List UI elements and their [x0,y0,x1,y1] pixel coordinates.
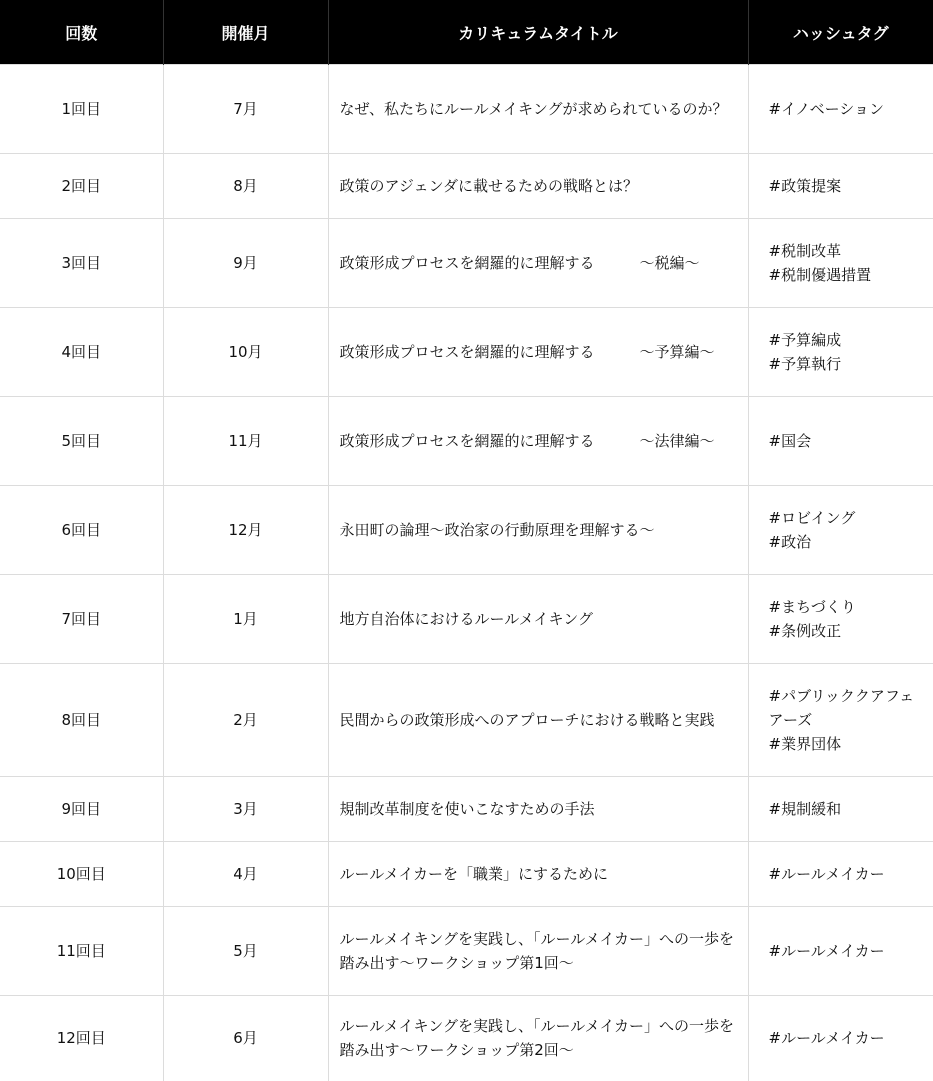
header-tags: ハッシュタグ [748,0,933,65]
hashtag: #税制優遇措置 [768,266,872,284]
session-count: 10回目 [0,842,163,907]
curriculum-title: ルールメイカーを「職業」にするために [328,842,748,907]
hashtag-cell [748,397,933,486]
curriculum-title: 政策形成プロセスを網羅的に理解する 〜法律編〜 [328,397,748,486]
curriculum-title: 地方自治体におけるルールメイキング [328,575,748,664]
session-month: 8月 [163,154,328,219]
hashtag: #ルールメイカー [768,1029,885,1048]
hashtag: #予算編成 [768,331,842,349]
curriculum-title: 規制改革制度を使いこなすための手法 [328,777,748,842]
session-count: 7回目 [0,575,163,664]
session-month: 11月 [163,397,328,486]
hashtag: #税制改革 [768,242,842,260]
hashtag-cell [748,664,933,777]
session-month: 2月 [163,664,328,777]
curriculum-title: 民間からの政策形成へのアプローチにおける戦略と実践 [328,664,748,777]
header-row [0,0,933,65]
curriculum-title: ルールメイキングを実践し、「ルールメイカー」への一歩を踏み出す〜ワークショップ第1回〜 [328,907,748,996]
table-row [0,65,933,154]
session-count: 11回目 [0,907,163,996]
table-row [0,486,933,575]
hashtag-cell [748,486,933,575]
hashtag: #ロビイング [768,509,856,527]
hashtag: #業界団体 [768,735,842,753]
session-month: 3月 [163,777,328,842]
session-month: 7月 [163,65,328,154]
session-month: 6月 [163,996,328,1081]
table-row [0,996,933,1081]
hashtag-cell [748,907,933,996]
session-month: 1月 [163,575,328,664]
hashtag: #政治 [768,533,812,551]
curriculum-title: なぜ、私たちにルールメイキングが求められているのか？ [328,65,748,154]
table-row [0,842,933,907]
hashtag-cell [748,777,933,842]
hashtag: #ルールメイカー [768,865,885,883]
table-header [0,0,933,65]
session-month: 9月 [163,219,328,308]
table-body [0,65,933,1081]
hashtag-cell [748,575,933,664]
hashtag: #国会 [768,432,812,450]
session-count: 2回目 [0,154,163,219]
session-count: 9回目 [0,777,163,842]
session-count: 5回目 [0,397,163,486]
table-row [0,397,933,486]
hashtag: #まちづくり [768,598,856,616]
curriculum-title: 政策のアジェンダに載せるための戦略とは？ [328,154,748,219]
session-count: 8回目 [0,664,163,777]
hashtag-cell [748,219,933,308]
hashtag: #規制緩和 [768,800,842,818]
table-row [0,219,933,308]
hashtag: #パブリッククアフェアーズ [768,687,915,729]
session-count: 6回目 [0,486,163,575]
session-month: 5月 [163,907,328,996]
header-title: カリキュラムタイトル [328,0,748,65]
hashtag-cell [748,996,933,1081]
hashtag: #予算執行 [768,355,842,373]
table-row [0,575,933,664]
curriculum-title: 政策形成プロセスを網羅的に理解する 〜税編〜 [328,219,748,308]
table-row [0,907,933,996]
session-count: 4回目 [0,308,163,397]
hashtag: #イノベーション [768,100,884,118]
table-row [0,154,933,219]
table-row [0,308,933,397]
session-count: 1回目 [0,65,163,154]
curriculum-title: 政策形成プロセスを網羅的に理解する 〜予算編〜 [328,308,748,397]
curriculum-title: 永田町の論理〜政治家の行動原理を理解する〜 [328,486,748,575]
session-count: 12回目 [0,996,163,1081]
header-count: 回数 [0,0,163,65]
table-row [0,777,933,842]
session-month: 4月 [163,842,328,907]
hashtag-cell [748,842,933,907]
hashtag-cell [748,65,933,154]
header-month: 開催月 [163,0,328,65]
table-row [0,664,933,777]
session-month: 10月 [163,308,328,397]
hashtag: #ルールメイカー [768,942,885,960]
session-month: 12月 [163,486,328,575]
curriculum-title: ルールメイキングを実践し、「ルールメイカー」への一歩を踏み出す〜ワークショップ第2回〜 [328,996,748,1081]
hashtag-cell [748,154,933,219]
hashtag-cell [748,308,933,397]
hashtag: #政策提案 [768,177,842,195]
session-count: 3回目 [0,219,163,308]
hashtag: #条例改正 [768,622,842,640]
